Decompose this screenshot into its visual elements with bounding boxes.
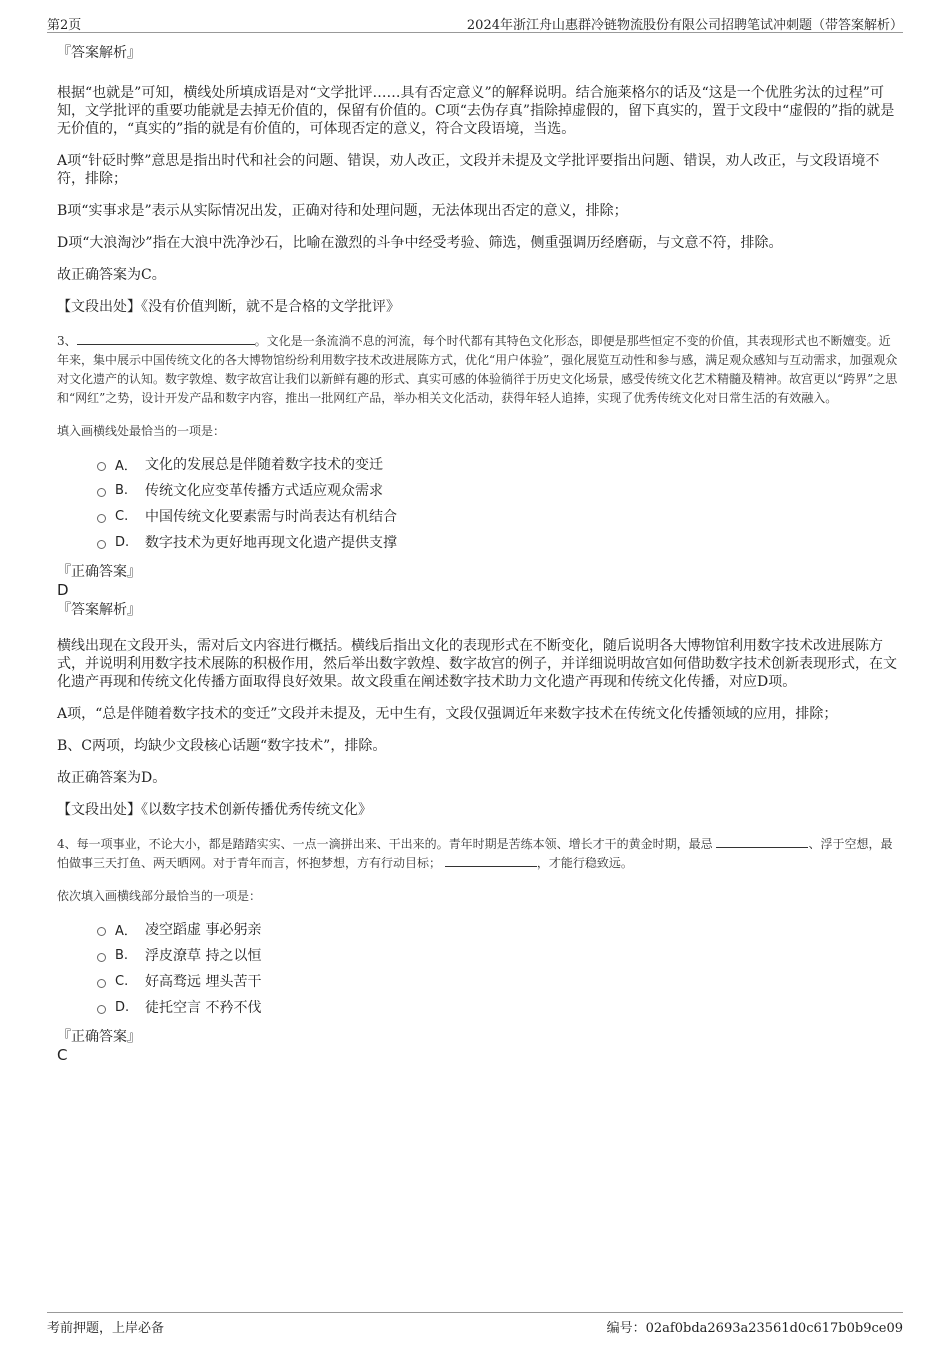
- page-header: [47, 12, 903, 33]
- document-title: 2024年浙江舟山惠群冷链物流股份有限公司招聘笔试冲刺题（带答案解析）: [466, 18, 903, 33]
- q3-analysis-para: A项，“总是伴随着数字技术的变迁”文段并未提及，无中生有，文段仅强调近年来数字技术在传统文化传播领域的应用，排除；: [57, 706, 838, 722]
- q3-option-a[interactable]: A． 文化的发展总是伴随着数字技术的变迁: [97, 451, 898, 477]
- q2-analysis-para: D项“大浪淘沙”指在大浪中洗净沙石，比喻在激烈的斗争中经受考验、筛选，侧重强调历经磨砺，与文意不符，排除。: [57, 235, 783, 251]
- q3-analysis-para: B、C两项，均缺少文段核心话题“数字技术”，排除。: [57, 738, 387, 754]
- footer-slogan: 考前押题，上岸必备: [47, 1321, 165, 1336]
- q4-option-a[interactable]: A． 凌空蹈虚 事必躬亲: [97, 916, 898, 942]
- q3-option-d[interactable]: D. 数字技术为更好地再现文化遗产提供支撑: [97, 529, 898, 555]
- q4-answer-tag: 『正确答案』: [57, 1029, 141, 1045]
- q3-analysis-para: 横线出现在文段开头，需对后文内容进行概括。横线后指出文化的表现形式在不断变化，随后说明各大博物馆利用数字技术改进展陈方式，并说明利用数字技术展陈的积极作用，然后举出数字敦煌、数字故宫的例子，并详细说明故宫如何借助数字技术创新表现形式，在文化遗产再现和传统文化传播方面取得良好效果。故文段重在阐述数字技术助力文化遗产再现和传统文化传播，对应D项。: [57, 638, 897, 690]
- q3-source: 【文段出处】《以数字技术创新传播优秀传统文化》: [57, 802, 372, 818]
- q4-option-c[interactable]: C. 好高骛远 埋头苦干: [97, 968, 898, 994]
- radio-icon[interactable]: [97, 1005, 106, 1014]
- q3-answer: D: [57, 581, 69, 599]
- q3-option-b[interactable]: B. 传统文化应变革传播方式适应观众需求: [97, 477, 898, 503]
- radio-icon[interactable]: [97, 953, 106, 962]
- q4-options: [97, 916, 898, 1020]
- q2-analysis-tag: 『答案解析』: [57, 45, 141, 61]
- radio-icon[interactable]: [97, 979, 106, 988]
- q3-text: 。文化是一条流淌不息的河流，每个时代都有其特色文化形态，即便是那些恒定不变的价值，其表现形式也不断嬗变。近年来，集中展示中国传统文化的各大博物馆纷纷利用数字技术改进展陈方式，优化“用户体验”，强化展览互动性和参与感，满足观众感知与互动需求，加强观众对文化遗产的认知。数字敦煌、数字故宫让我们以新鲜有趣的形式、真实可感的体验徜徉于历史文化场景，感受传统文化艺术精髓及精神。故宫更以“跨界”之思和“网红”之势，设计开发产品和数字内容，推出一批网红产品，举办相关文化活动，获得年轻人追捧，实现了优秀传统文化对日常生活的有效融入。: [57, 334, 898, 405]
- q4-blank-1: [716, 835, 808, 848]
- q3-answer-tag: 『正确答案』: [57, 564, 141, 580]
- q3-stem: [57, 332, 898, 408]
- q3-prompt: 填入画横线处最恰当的一项是：: [57, 424, 226, 438]
- q3-analysis-tag: 『答案解析』: [57, 602, 141, 618]
- radio-icon[interactable]: [97, 540, 106, 549]
- q2-analysis-para: 故正确答案为C。: [57, 267, 166, 283]
- radio-icon[interactable]: [97, 488, 106, 497]
- document-content: [57, 44, 898, 1066]
- q3-options: [97, 451, 898, 555]
- q4-blank-2: [445, 854, 537, 867]
- q3-option-c[interactable]: C. 中国传统文化要素需与时尚表达有机结合: [97, 503, 898, 529]
- radio-icon[interactable]: [97, 462, 106, 471]
- q3-number: 3、: [57, 334, 77, 348]
- q4-option-b[interactable]: B. 浮皮潦草 持之以恒: [97, 942, 898, 968]
- radio-icon[interactable]: [97, 927, 106, 936]
- q4-stem: [57, 835, 898, 873]
- q4-prompt: 依次填入画横线部分最恰当的一项是：: [57, 889, 262, 903]
- q4-text-a: 每一项事业，不论大小，都是踏踏实实、一点一滴拼出来、干出来的。青年时期是苦练本领、增长才干的黄金时期，最忌: [76, 837, 713, 851]
- q3-analysis-para: 故正确答案为D。: [57, 770, 167, 786]
- page-number: 第2页: [47, 18, 82, 33]
- page-footer: [47, 1312, 903, 1336]
- q4-text-c: ，才能行稳致远。: [536, 856, 633, 870]
- q4-number: 4、: [57, 837, 77, 851]
- q4-text-b: 、浮于空想，最怕做事三天打鱼、两天晒网。对于青年而言，怀抱梦想，方有行动目标；: [57, 837, 893, 870]
- q2-analysis-para: 根据“也就是”可知，横线处所填成语是对“文学批评……具有否定意义”的解释说明。结合施莱格尔的话及“这是一个优胜劣汰的过程”可知，文学批评的重要功能就是去掉无价值的，保留有价值的。C项“去伪存真”指除掉虚假的，留下真实的，置于文段中“虚假的”指的就是无价值的，“真实的”指的就是有价值的，可体现否定的意义，符合文段语境，当选。: [57, 85, 895, 137]
- q4-option-d[interactable]: D. 徒托空言 不矜不伐: [97, 994, 898, 1020]
- q2-source: 【文段出处】《没有价值判断，就不是合格的文学批评》: [57, 299, 400, 315]
- q2-analysis-para: A项“针砭时弊”意思是指出时代和社会的问题、错误，劝人改正，文段并未提及文学批评要指出问题、错误，劝人改正，与文段语境不符，排除；: [57, 153, 880, 187]
- q2-analysis-para: B项“实事求是”表示从实际情况出发，正确对待和处理问题，无法体现出否定的意义，排除；: [57, 203, 628, 219]
- radio-icon[interactable]: [97, 514, 106, 523]
- q4-answer: C: [57, 1046, 68, 1064]
- q3-blank: [77, 332, 255, 345]
- document-code: 编号：02af0bda2693a23561d0c617b0b9ce09: [606, 1321, 903, 1336]
